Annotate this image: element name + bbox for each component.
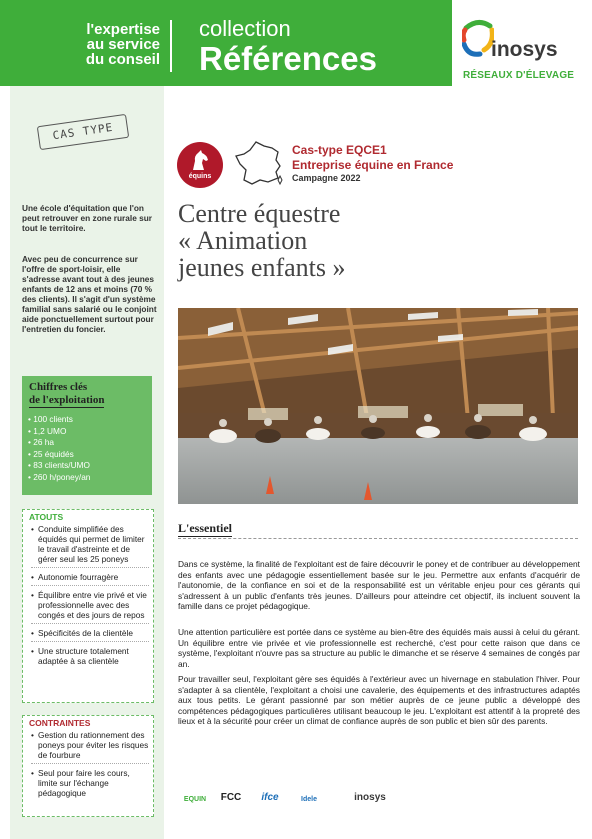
list-item: • Seul pour faire les cours, limite sur l'échange pédagogique <box>31 768 149 801</box>
france-map-icon <box>234 140 284 186</box>
atouts-list <box>23 524 153 669</box>
tagline <box>30 22 160 67</box>
badge-label: équins <box>188 173 212 180</box>
intro-paragraph: Une école d'équitation que l'on peut retrouver en zone rurale sur tout le territoire. <box>22 203 153 233</box>
key-figures-title-line: de l'exploitation <box>29 394 105 406</box>
collection-name: Références <box>199 40 377 77</box>
ifce-logo: ifce <box>261 792 279 803</box>
logo-wordmark: inosys <box>491 38 558 61</box>
idele-logo: Idele <box>301 796 317 803</box>
list-item: • Autonomie fourragère <box>31 572 149 586</box>
list-item: • Conduite simplifiée des équidés qui permet de limiter le travail d'astreinte et de gérer seul les 25 poneys <box>31 524 149 568</box>
inosys-footer-logo: inosys <box>354 792 386 803</box>
key-figures-list <box>28 414 90 484</box>
list-item: • Spécificités de la clientèle <box>31 628 149 642</box>
list-item: • Équilibre entre vie privé et vie professionnelle avec des congés et des jours de repos <box>31 590 149 624</box>
arena-illustration <box>178 308 578 504</box>
equins-badge <box>177 142 223 188</box>
body-paragraph: Pour travailler seul, l'exploitant gère ses équidés à l'extérieur avec un hivernage en stabulation l'hiver. Pour s'adapter à sa clientèle, l'exploitant a choisi une cavalerie, des équipements et des infrastructures adaptés aux tous petits. Le gérant passionné par son métier auprès de ce jeune public a développé des compétences pédagogiques particulières utilisant beaucoup le jeu. L'exploitant est attentif à la propreté des lieux et à la sécurité pour créer un climat de confiance auprès de son public et bien sûr des parents. <box>178 674 580 726</box>
case-subtitle: Entreprise équine en France <box>292 158 454 172</box>
tagline-line: au service <box>86 36 160 53</box>
atouts-box <box>22 509 154 703</box>
atouts-title: ATOUTS <box>29 512 64 522</box>
intro-paragraph: Avec peu de concurrence sur l'offre de sport-loisir, elle s'adresse avant tout à des jeunes enfants de 12 ans et moins (70 % des clients). Il s'agit d'un système familial sans salarié ou le conjoint aide ponctuellement surtout pour l'entretien du foncier. <box>22 254 157 334</box>
list-item: • 83 clients/UMO <box>28 460 90 471</box>
list-item: • Gestion du rationnement des poneys pour éviter les risques de fourbure <box>31 730 149 764</box>
list-item: • 25 équidés <box>28 448 74 459</box>
horse-icon <box>188 148 212 172</box>
list-item: • Une structure totalement adaptée à sa clientèle <box>31 646 149 669</box>
key-figures-title <box>29 381 104 408</box>
contraintes-list <box>23 730 153 801</box>
list-item: • 100 clients <box>28 414 73 424</box>
cas-type-stamp: CAS TYPE <box>37 114 129 150</box>
title-line: jeunes enfants » <box>178 253 346 282</box>
section-title: L'essentiel <box>178 521 232 535</box>
partner-logos <box>178 786 408 816</box>
divider <box>170 20 172 72</box>
key-figures-title-line: Chiffres clés <box>29 381 88 393</box>
key-figures-box <box>22 376 152 495</box>
collection-label: collection <box>199 16 291 41</box>
list-item: • 1,2 UMO <box>28 425 67 436</box>
body-paragraph: Une attention particulière est portée dans ce système au bien-être des équidés mais aussi à celui du gérant. Un équilibre entre vie privée et vie professionnelle est recherché, c'est pour cette raison que dans ce système, l'exploitant n'ouvre pas sa structure au public le dimanche et se réserve 4 semaines de congés par an. <box>178 627 580 669</box>
tagline-line: l'expertise <box>86 21 160 38</box>
body-paragraph: Dans ce système, la finalité de l'exploitant est de faire découvrir le poney et de contribuer au développement des enfants avec une pédagogie essentiellement basée sur le jeu. Permettre aux enfants d'acquérir de l'autonomie, de la confiance en soi et de la responsabilité est un véritable enjeu pour ces gérants qui s'adressent à un public d'enfants très jeunes. D'ailleurs pour atteindre cet objectif, ils incluent souvent la famille dans ce projet pédagogique. <box>178 559 580 611</box>
case-id: Cas-type EQCE1 <box>292 143 387 157</box>
title-line: Centre équestre <box>178 199 341 228</box>
tagline-line: du conseil <box>85 51 160 68</box>
divider <box>178 538 578 539</box>
contraintes-title: CONTRAINTES <box>29 718 91 728</box>
title-line: « Animation <box>178 226 308 255</box>
campaign-year: Campagne 2022 <box>292 173 361 183</box>
logo-subtitle: RÉSEAUX D'ÉLEVAGE <box>463 70 575 81</box>
inosys-logo-icon <box>462 18 494 58</box>
list-item: • 260 h/poney/an <box>28 471 91 482</box>
riding-arena-photo <box>178 308 578 504</box>
page-title <box>178 200 578 281</box>
contraintes-box <box>22 715 154 817</box>
fcc-logo: FCC <box>220 792 242 803</box>
equin-logo: EQUIN <box>183 796 207 803</box>
list-item: • 26 ha <box>28 437 54 448</box>
